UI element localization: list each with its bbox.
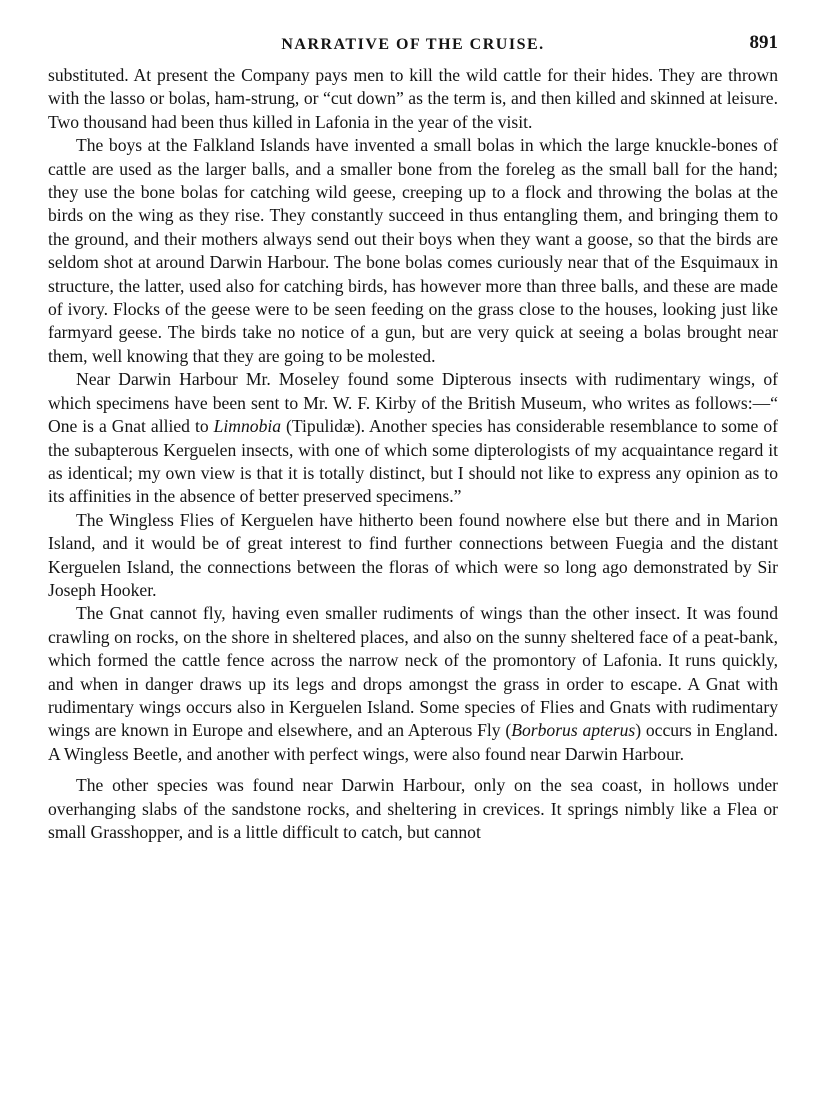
paragraph-other-species: The other species was found near Darwin Harbour, only on the sea coast, in hollows under overhanging slabs of the sandstone rocks, and sheltering in crevices. It springs nimbly like a Flea or small Grasshopper, and is a little difficult to catch, but cannot bbox=[48, 775, 778, 842]
running-title: NARRATIVE OF THE CRUISE. bbox=[281, 36, 545, 53]
paragraph-text: Near Darwin Harbour Mr. Moseley found some Dipterous insects with rudimentary wings, of which specimens have been sent to Mr. W. F. Kirby of the British Museum, who writes as follows:—“ One is a Gnat allied to bbox=[48, 369, 778, 437]
paragraph-gnat bbox=[48, 602, 778, 766]
paragraph-text: (Tipulidæ). Another species has considerable resemblance to some of the subapterous Kerguelen insects, with one of which some dipterologists of my acquaintance regard it as identical; my own view is that it is totally distinct, but I should not like to express any opinion as to its affinities in the absence of better preserved specimens.” bbox=[48, 416, 778, 507]
genus-name-italic: Limnobia bbox=[213, 416, 282, 437]
paragraph-text: ) occurs in England. A Wingless Beetle, and another with perfect wings, were also found near Darwin Harbour. bbox=[48, 720, 778, 764]
paragraph-text: The Gnat cannot fly, having even smaller rudiments of wings than the other insect. It was found crawling on rocks, on the shore in sheltered places, and also on the sunny sheltered face of a peat-bank, which formed the cattle fence across the narrow neck of the promontory of Lafonia. It runs quickly, and when in danger draws up its legs and drops amongst the grass in order to escape. A Gnat with rudimentary wings occurs also in Kerguelen Island. Some species of Flies and Gnats with rudimentary wings are known in Europe and elsewhere, and an Apterous Fly ( bbox=[48, 603, 778, 741]
book-page bbox=[48, 30, 778, 844]
paragraph-wingless-flies: The Wingless Flies of Kerguelen have hitherto been found nowhere else but there and in Marion Island, and it would be of great interest to find further connections between Fuegia and the distant Kerguelen Island, the connections between the floras of which were so long ago demonstrated by Sir Joseph Hooker. bbox=[48, 509, 778, 600]
paragraph-bolas: The boys at the Falkland Islands have invented a small bolas in which the large knuckle-bones of cattle are used as the larger balls, and a smaller bone from the foreleg as the small ball for the hand; they use the bone bolas for catching wild geese, creeping up to a flock and throwing the bolas at the birds on the wing as they rise. They constantly succeed in thus entangling them, and bringing them to the ground, and their mothers always send out their boys when they want a goose, so that the birds are seldom shot at around Darwin Harbour. The bone bolas comes curiously near that of the Esquimaux in structure, the latter, used also for catching birds, has however more than three balls, and these are made of ivory. Flocks of the geese were to be seen feeding on the grass close to the houses, looking just like farmyard geese. The birds take no notice of a gun, but are very quick at seeing a bolas brought near them, well knowing that they are going to be molested. bbox=[48, 135, 778, 366]
body-text bbox=[48, 64, 778, 844]
paragraph-dipterous-insects bbox=[48, 368, 778, 508]
species-name-italic: Borborus apterus bbox=[511, 720, 636, 741]
page-number: 891 bbox=[749, 32, 778, 53]
paragraph-continued: substituted. At present the Company pays men to kill the wild cattle for their hides. They are thrown with the lasso or bolas, ham-strung, or “cut down” as the term is, and then killed and skinned at leisure. Two thousand had been thus killed in Lafonia in the year of the visit. bbox=[48, 65, 778, 132]
page-header bbox=[48, 30, 778, 64]
